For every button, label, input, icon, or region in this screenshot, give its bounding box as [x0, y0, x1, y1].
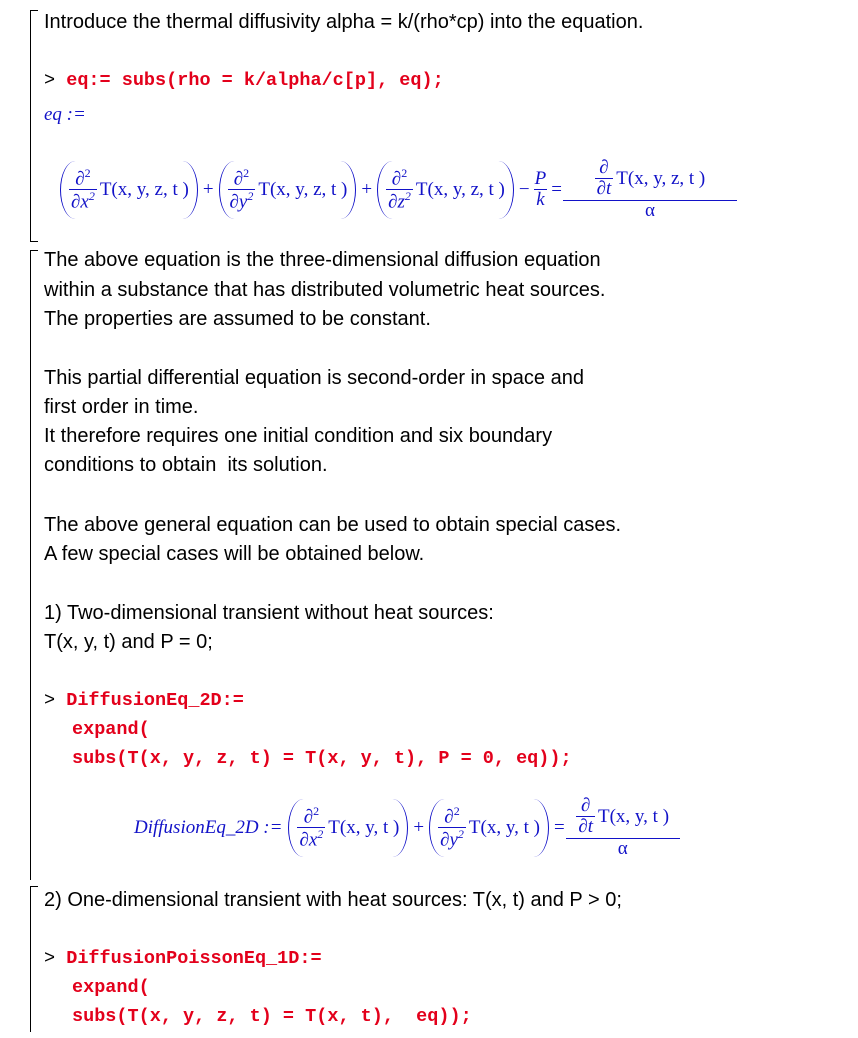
- input-line-1[interactable]: [44, 66, 444, 95]
- d2-dy2-term: $\frac{\partial^2}{\partial y^2}$ T(x, y, z, t ): [219, 161, 357, 219]
- d2-dx2-term: $\frac{\partial^2}{\partial x^2}$ T(x, y, z, t ): [60, 161, 198, 219]
- d2-dy2-term: $\frac{\partial^2}{\partial y^2}$ T(x, y, t ): [429, 799, 549, 857]
- execution-group-1: [30, 10, 31, 242]
- input-line-3c[interactable]: subs(T(x, y, z, t) = T(x, t), eq));: [72, 1006, 472, 1027]
- execution-group-3: [30, 886, 31, 1032]
- case2-text: 2) One-dimensional transient with heat sources: T(x, t) and P > 0;: [44, 889, 622, 911]
- command-eq-subs: eq:= subs(rho = k/alpha/c[p], eq);: [66, 70, 444, 91]
- command-diffusion-2d: DiffusionEq_2D:=: [66, 690, 244, 711]
- output-equation-3d: $\frac{\partial^2}{\partial x^2}$ T(x, y, z, t ) + $\frac{\partial^2}{\partial y^2}$ T(x, y, z, t ) + $\frac{\partial^2}{\partial z^2}$ T(x, y, z, t ) − $\frac{P}{k}$ = $\frac{\partial}{\partial t}$ T(x, y, z, t ) α: [58, 140, 735, 240]
- output-equation-2d: DiffusionEq_2D := $\frac{\partial^2}{\partial x^2}$ T(x, y, t ) + $\frac{\partial^2}{\partial y^2}$ T(x, y, t ) = $\frac{\partial}{\partial t}$ T(x, y, t ) α: [134, 778, 678, 878]
- p-over-k: $\frac{P}{k}$: [534, 168, 547, 211]
- paragraph-line: 1) Two-dimensional transient without heat sources:: [44, 602, 494, 624]
- paragraph-line: A few special cases will be obtained below.: [44, 543, 425, 565]
- input-line-3b[interactable]: expand(: [72, 977, 150, 998]
- d2-dx2-term: $\frac{\partial^2}{\partial x^2}$ T(x, y, t ): [288, 799, 408, 857]
- execution-group-2: [30, 250, 31, 880]
- paragraph-line: first order in time.: [44, 396, 199, 418]
- paragraph-line: conditions to obtain its solution.: [44, 454, 328, 476]
- prompt-symbol: >: [44, 70, 56, 91]
- paragraph-line: It therefore requires one initial condition and six boundary: [44, 425, 553, 447]
- output-label-2d: DiffusionEq_2D :=: [134, 817, 283, 838]
- paragraph-line: within a substance that has distributed volumetric heat sources.: [44, 279, 606, 301]
- input-line-2b[interactable]: expand(: [72, 719, 150, 740]
- paragraph-line: T(x, y, t) and P = 0;: [44, 631, 213, 653]
- output-label-eq: eq :=: [44, 104, 86, 125]
- paragraph-line: The properties are assumed to be constant.: [44, 308, 431, 330]
- d2-dz2-term: $\frac{\partial^2}{\partial z^2}$ T(x, y, z, t ): [377, 161, 514, 219]
- paragraph-line: The above general equation can be used to obtain special cases.: [44, 514, 622, 536]
- paragraph-line: This partial differential equation is second-order in space and: [44, 367, 584, 389]
- dt-over-alpha: $\frac{\partial}{\partial t}$ T(x, y, z, t ) α: [565, 158, 735, 222]
- input-line-2c[interactable]: subs(T(x, y, z, t) = T(x, y, t), P = 0, eq));: [72, 748, 572, 769]
- input-line-3[interactable]: > DiffusionPoissonEq_1D:=: [44, 948, 322, 969]
- dt-over-alpha: $\frac{\partial}{\partial t}$ T(x, y, t ) α: [568, 796, 678, 860]
- intro-text: Introduce the thermal diffusivity alpha = k/(rho*cp) into the equation.: [44, 11, 644, 33]
- input-line-2[interactable]: > DiffusionEq_2D:=: [44, 690, 244, 711]
- paragraph-line: The above equation is the three-dimensional diffusion equation: [44, 249, 601, 271]
- command-diffusion-poisson-1d: DiffusionPoissonEq_1D:=: [66, 948, 322, 969]
